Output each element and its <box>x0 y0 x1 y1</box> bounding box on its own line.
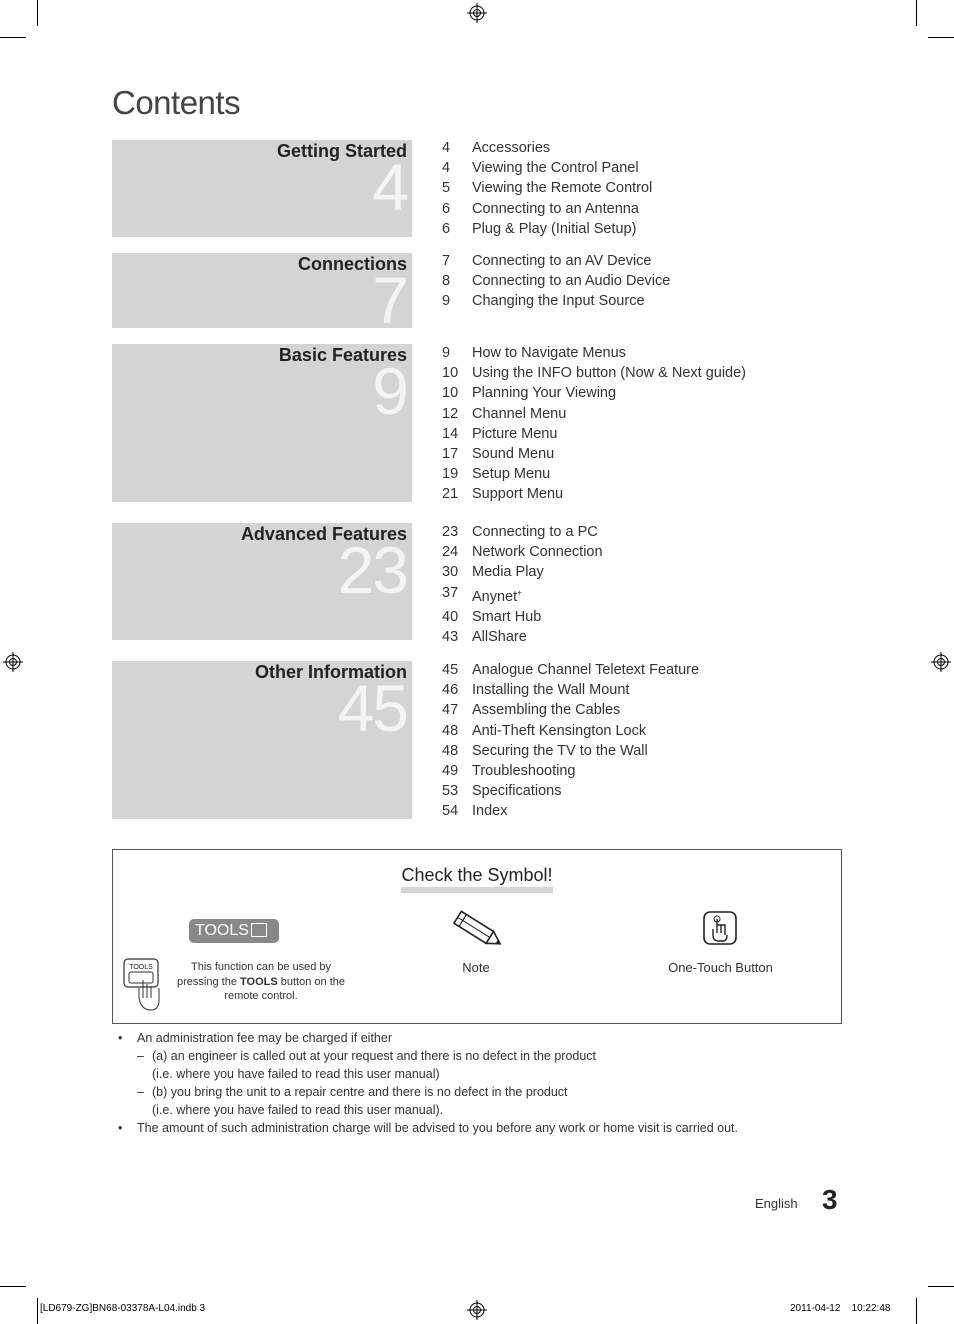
tools-glyph-icon <box>251 923 267 937</box>
toc-entry[interactable] <box>442 660 699 680</box>
toc-page: 49 <box>442 763 459 780</box>
crop-mark <box>928 37 954 38</box>
toc-entry[interactable] <box>442 627 603 647</box>
toc-page: 10 <box>442 365 459 382</box>
toc-page: 48 <box>442 722 459 739</box>
crop-mark <box>0 1286 26 1287</box>
one-touch-button-icon <box>703 911 737 945</box>
tools-desc-text: button on the remote control. <box>224 975 345 1002</box>
toc-label: Assembling the Cables <box>472 702 621 719</box>
toc-page: 6 <box>442 220 451 237</box>
toc-page: 8 <box>442 273 451 290</box>
toc-page: 48 <box>442 742 459 759</box>
crop-mark <box>916 1298 917 1324</box>
toc-entry[interactable] <box>442 291 670 311</box>
toc-page: 12 <box>442 405 459 422</box>
toc-entry[interactable] <box>442 761 699 781</box>
note-text: An administration fee may be charged if either <box>137 1031 392 1045</box>
note-label: Note <box>462 960 490 975</box>
note-text: The amount of such administration charge will be advised to you before any work or home visit is carried out. <box>137 1121 738 1135</box>
toc-page: 4 <box>442 140 451 156</box>
toc-page: 4 <box>442 160 451 177</box>
toc-entry[interactable] <box>442 424 746 444</box>
note-bullet <box>118 1119 838 1137</box>
toc-entry[interactable] <box>442 363 746 383</box>
toc-label: Smart Hub <box>472 608 542 625</box>
toc-label: How to Navigate Menus <box>472 345 626 361</box>
toc-entry[interactable] <box>442 721 699 741</box>
toc-page: 6 <box>442 200 451 217</box>
toc-entry[interactable] <box>442 741 699 761</box>
footer-page-number: 3 <box>822 1184 838 1215</box>
toc-label: Support Menu <box>472 486 564 503</box>
toc-label: Connecting to an Antenna <box>472 200 639 217</box>
registration-mark-icon <box>467 1300 487 1320</box>
tools-description <box>171 960 351 1004</box>
toc-list-advanced-features <box>442 522 603 647</box>
toc-list-connections <box>442 251 670 312</box>
toc-entry[interactable] <box>442 522 603 542</box>
note-text: (i.e. where you have failed to read this user manual). <box>152 1103 444 1117</box>
crop-mark <box>37 1298 38 1324</box>
crop-mark <box>916 0 917 26</box>
toc-entry[interactable] <box>442 251 670 271</box>
toc-entry[interactable] <box>442 607 603 627</box>
section-start-page: 4 <box>372 150 407 224</box>
toc-page: 47 <box>442 702 459 719</box>
toc-page: 17 <box>442 446 459 463</box>
toc-label: Plug & Play (Initial Setup) <box>472 220 637 237</box>
toc-page: 46 <box>442 682 459 699</box>
toc-label: Accessories <box>472 140 551 156</box>
section-start-page: 7 <box>372 263 407 328</box>
note-text: (b) you bring the unit to a repair centre and there is no defect in the product <box>152 1085 568 1099</box>
toc-page: 21 <box>442 486 459 503</box>
toc-page: 30 <box>442 564 459 581</box>
toc-page: 45 <box>442 662 459 678</box>
toc-entry[interactable] <box>442 542 603 562</box>
note-text: (i.e. where you have failed to read this user manual) <box>152 1067 440 1081</box>
remote-tools-button-icon <box>123 958 161 1014</box>
registration-mark-icon <box>931 652 951 672</box>
note-subitem <box>118 1047 838 1083</box>
toc-list-basic-features <box>442 343 746 505</box>
toc-page: 10 <box>442 385 459 402</box>
toc-label: Connecting to a PC <box>472 524 598 540</box>
section-title: Getting Started <box>276 141 407 161</box>
toc-entry[interactable] <box>442 583 603 607</box>
toc-label: Securing the TV to the Wall <box>472 742 648 759</box>
section-start-page: 45 <box>337 671 407 745</box>
section-getting-started[interactable] <box>112 140 412 237</box>
toc-list-other-information <box>442 660 699 822</box>
toc-page: 9 <box>442 293 451 310</box>
section-connections[interactable] <box>112 253 412 328</box>
toc-label: Using the INFO button (Now & Next guide) <box>472 365 747 382</box>
footer-language: English <box>755 1196 798 1211</box>
toc-page: 5 <box>442 180 451 197</box>
section-title: Other Information <box>255 662 407 682</box>
section-title: Basic Features <box>278 345 407 365</box>
note-text: (a) an engineer is called out at your request and there is no defect in the product <box>152 1049 597 1063</box>
toc-page: 24 <box>442 544 459 561</box>
note-subitem <box>118 1083 838 1119</box>
section-title: Advanced Features <box>240 524 407 544</box>
symbol-legend-box <box>112 849 842 1024</box>
remote-tools-label: TOOLS <box>129 964 153 971</box>
toc-label: Viewing the Control Panel <box>472 160 639 177</box>
toc-label: Index <box>472 803 508 820</box>
note-bullet <box>118 1029 838 1047</box>
toc-page: 37 <box>442 584 459 601</box>
toc-label: Troubleshooting <box>472 763 576 780</box>
tools-badge-icon <box>189 919 279 943</box>
toc-entry[interactable] <box>442 444 746 464</box>
print-slug-date: 2011-04-12 10:22:48 <box>790 1303 891 1314</box>
bullet-dot: • <box>118 1121 123 1135</box>
tools-desc-bold: TOOLS <box>240 975 278 988</box>
toc-page: 14 <box>442 425 459 442</box>
toc-label: Anynet <box>472 588 518 605</box>
toc-label: Channel Menu <box>472 405 567 422</box>
symbol-legend-title-text: Check the Symbol! <box>401 864 552 893</box>
section-start-page: 9 <box>372 354 407 428</box>
print-slug-file: [LD679-ZG]BN68-03378A-L04.indb 3 <box>40 1303 206 1314</box>
crop-mark <box>37 0 38 26</box>
toc-page: 43 <box>442 628 459 645</box>
section-basic-features[interactable] <box>112 344 412 502</box>
toc-entry[interactable] <box>442 562 603 582</box>
toc-label: AllShare <box>472 628 527 645</box>
toc-entry[interactable] <box>442 271 670 291</box>
toc-label: Setup Menu <box>472 466 551 483</box>
toc-label: Anti-Theft Kensington Lock <box>472 722 647 739</box>
toc-label: Sound Menu <box>472 446 555 463</box>
section-title: Connections <box>297 254 407 274</box>
toc-entry[interactable] <box>442 680 699 700</box>
section-start-page: 23 <box>337 533 407 607</box>
toc-entry[interactable] <box>442 700 699 720</box>
one-touch-button-label: One-Touch Button <box>668 960 773 975</box>
registration-mark-icon <box>3 652 23 672</box>
crop-mark <box>928 1286 954 1287</box>
toc-entry[interactable] <box>442 781 699 801</box>
toc-entry[interactable] <box>442 404 746 424</box>
trademark-superscript: + <box>517 587 522 597</box>
toc-label: Network Connection <box>472 544 603 561</box>
toc-label: Media Play <box>472 564 544 581</box>
toc-page: 7 <box>442 253 451 269</box>
toc-entry[interactable] <box>442 484 746 504</box>
toc-label: Planning Your Viewing <box>472 385 617 402</box>
crop-mark <box>0 37 26 38</box>
toc-label: Analogue Channel Teletext Feature <box>472 662 700 678</box>
toc-entry[interactable] <box>442 464 746 484</box>
toc-label: Specifications <box>472 783 562 800</box>
toc-label: Connecting to an AV Device <box>472 253 652 269</box>
fee-notes <box>118 1029 838 1137</box>
tools-desc-text: This function can be used by pressing the <box>177 961 332 988</box>
toc-page: 40 <box>442 608 459 625</box>
toc-label: Viewing the Remote Control <box>472 180 653 197</box>
note-pencil-icon <box>450 908 506 952</box>
toc-label: Connecting to an Audio Device <box>472 273 671 290</box>
dash-mark: – <box>137 1085 144 1099</box>
toc-label: Changing the Input Source <box>472 293 645 310</box>
toc-label: Picture Menu <box>472 425 558 442</box>
toc-entry[interactable] <box>442 158 652 178</box>
registration-mark-icon <box>467 3 487 23</box>
toc-entry[interactable] <box>442 343 746 363</box>
tools-badge-label: TOOLS <box>195 922 249 939</box>
toc-page: 54 <box>442 803 459 820</box>
toc-entry[interactable] <box>442 199 652 219</box>
toc-entry[interactable] <box>442 138 652 158</box>
bullet-dot: • <box>118 1031 123 1045</box>
toc-page: 53 <box>442 783 459 800</box>
dash-mark: – <box>137 1049 144 1063</box>
page-title: Contents <box>112 84 241 121</box>
toc-entry[interactable] <box>442 178 652 198</box>
toc-list-getting-started <box>442 138 652 239</box>
toc-entry[interactable] <box>442 219 652 239</box>
toc-page: 9 <box>442 345 451 361</box>
symbol-legend-title <box>113 864 841 893</box>
section-other-information[interactable] <box>112 661 412 819</box>
section-advanced-features[interactable] <box>112 523 412 640</box>
toc-entry[interactable] <box>442 801 699 821</box>
toc-page: 23 <box>442 524 459 540</box>
toc-entry[interactable] <box>442 383 746 403</box>
toc-page: 19 <box>442 466 459 483</box>
toc-label: Installing the Wall Mount <box>472 682 630 699</box>
